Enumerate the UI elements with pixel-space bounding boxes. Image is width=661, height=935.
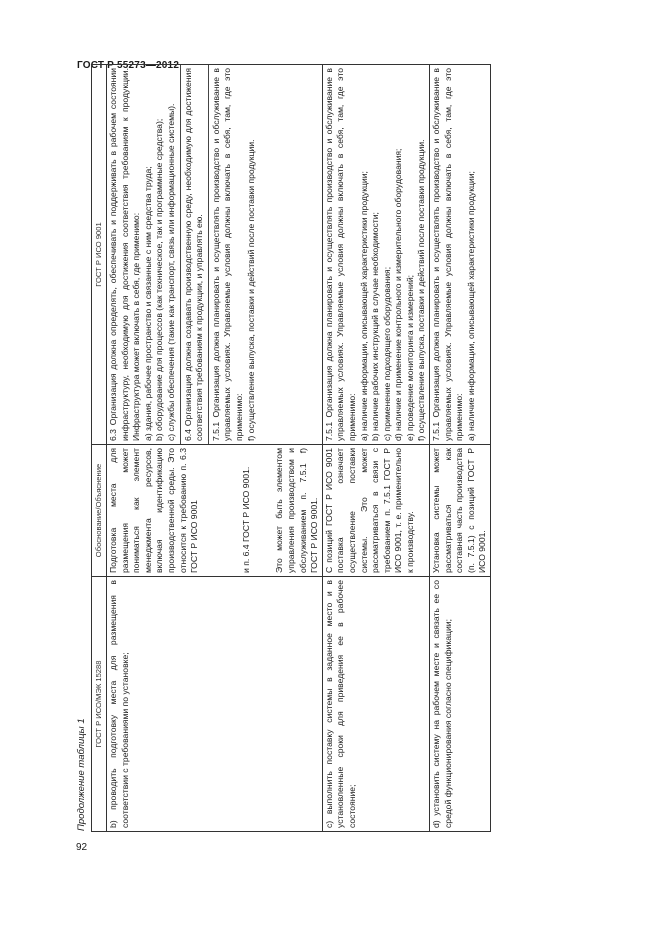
cell-rationale [322, 445, 429, 577]
table-row [322, 65, 429, 832]
cell-15288 [322, 577, 429, 832]
clause-item: a) наличие информации, описывающей характеристики продукции; [358, 171, 369, 441]
cell-rationale [430, 445, 491, 577]
cell-9001 [322, 65, 429, 445]
requirement-text: c) выполнить поставку системы в заданное место и в установленные сроки для приведения ее в рабочее состояние; [323, 580, 357, 828]
column-header-rationale: Обоснование/Объяснение [92, 445, 107, 577]
cell-9001 [430, 65, 491, 445]
requirement-text: d) установить систему на рабочем месте и связать ее со средой функционирования согласно спецификации; [431, 580, 453, 828]
rationale-text: Установка системы может рассматриваться как составная часть производства (п. 7.5.1) с позиций ГОСТ Р ИСО 9001. [431, 448, 488, 573]
cell-divider [180, 65, 181, 444]
cell-rationale [107, 445, 323, 577]
table-row [107, 65, 323, 832]
clause-item: c) применение подходящего оборудования; [381, 266, 392, 441]
clause-item: a) наличие информации, описывающей характеристики продукции; [465, 171, 476, 441]
clause-text: 7.5.1 Организация должна планировать и осуществлять производство и обслуживание в управляемых условиях. Управляемые условия должны включать в себя, там, где это применимо: [431, 68, 465, 441]
clause-item: b) оборудование для процессов (как техническое, так и программные средства); [154, 118, 165, 441]
cell-15288 [107, 577, 323, 832]
rationale-text: и п. 6.4 ГОСТ Р ИСО 9001. [240, 466, 251, 573]
clause-item: f) осуществление выпуска, поставки и действий после поставки продукции. [416, 139, 427, 441]
column-header-15288: ГОСТ Р ИСО/МЭК 15288 [92, 577, 107, 832]
cell-9001 [107, 65, 323, 445]
clause-item: c) службы обеспечения (такие как транспорт, связь или информационные системы). [165, 103, 176, 441]
cell-15288 [430, 577, 491, 832]
clause-item: d) наличие и применение контрольного и измерительного оборудования; [393, 148, 404, 441]
cell-divider [208, 65, 209, 444]
rotated-table-container [91, 68, 579, 832]
table-row [430, 65, 491, 832]
column-header-9001: ГОСТ Р ИСО 9001 [92, 65, 107, 445]
clause-item: a) здания, рабочее пространство и связанные с ним средства труда; [142, 166, 153, 441]
rationale-text: Подготовка места для размещения может пониматься как элемент менеджмента ресурсов, включая идентификацию производственной среды. Это относится к требованию п. 6.3 ГОСТ Р ИСО 9001 [108, 448, 200, 573]
requirement-text: b) проводить подготовку места для размещения в соответствии с требованиями по установке; [108, 580, 130, 828]
clause-item: f) осуществление выпуска, поставки и действий после поставки продукции. [245, 139, 256, 441]
clause-text: 7.5.1 Организация должна планировать и осуществлять производство и обслуживание в управляемых условиях. Управляемые условия должны включать в себя, там, где это применимо: [210, 68, 244, 441]
rationale-text: С позиций ГОСТ Р ИСО 9001 поставка означает осуществление поставки системы. Это может рассматриваться в связи с требованием п. 7.5.1 ГОСТ Р ИСО 9001, т. е. применительно к производству. [323, 448, 415, 573]
table-caption: Продолжение таблицы 1 [76, 718, 87, 831]
page-number: 92 [76, 842, 88, 853]
table-header-row [92, 65, 107, 832]
clause-text: 6.3 Организация должна определять, обеспечивать и поддерживать в рабочем состоянии инфраструктуру, необходимую для достижения соответствия требованиям к продукции. Инфраструктура может включать в себя, где применимо: [108, 68, 142, 441]
clause-item: e) проведение мониторинга и измерений; [404, 274, 415, 441]
rationale-text: Это может быть элементом управления производством и обслуживанием п. 7.5.1 f) ГОСТ Р ИСО 9001. [274, 448, 320, 573]
clause-item: b) наличие рабочих инструкций в случае необходимости; [370, 212, 381, 441]
comparison-table [91, 64, 491, 832]
document-header: ГОСТ Р 55273—2012 [77, 60, 180, 71]
clause-text: 7.5.1 Организация должна планировать и осуществлять производство и обслуживание в управляемых условиях. Управляемые условия должны включать в себя, там, где это применимо: [323, 68, 357, 441]
clause-text: 6.4 Организация должна создавать производственную среду, необходимую для достижения соответствия требованиям к продукции, и управлять ею. [182, 68, 205, 441]
